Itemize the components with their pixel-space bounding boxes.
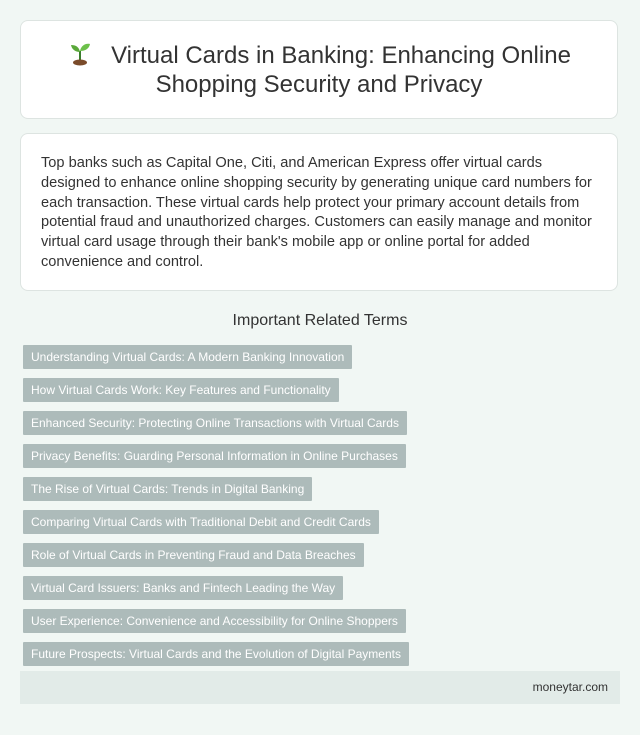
related-term[interactable]: Privacy Benefits: Guarding Personal Information in Online Purchases bbox=[23, 444, 406, 468]
footer bbox=[20, 671, 620, 704]
related-term[interactable]: The Rise of Virtual Cards: Trends in Digital Banking bbox=[23, 477, 312, 501]
title-card bbox=[20, 20, 618, 119]
footer-site-link[interactable]: moneytar.com bbox=[532, 680, 608, 694]
related-terms-list bbox=[23, 345, 623, 675]
related-terms-heading: Important Related Terms bbox=[232, 312, 408, 329]
related-term[interactable]: Future Prospects: Virtual Cards and the Evolution of Digital Payments bbox=[23, 642, 409, 666]
intro-paragraph: Top banks such as Capital One, Citi, and American Express offer virtual cards designed to enhance online shopping security by generating unique card numbers for each transaction. These virtual cards help protect your primary account details from potential fraud and unauthorized charges. Customers can easily manage and monitor virtual card usage through their bank's mobile app or online portal for added convenience and control. bbox=[41, 155, 592, 270]
related-term[interactable]: Comparing Virtual Cards with Traditional Debit and Credit Cards bbox=[23, 510, 379, 534]
related-term[interactable]: Role of Virtual Cards in Preventing Fraud and Data Breaches bbox=[23, 543, 364, 567]
page-title-wrap bbox=[59, 40, 579, 99]
sprout-icon bbox=[67, 40, 93, 66]
intro-card bbox=[20, 133, 618, 291]
related-term[interactable]: Enhanced Security: Protecting Online Transactions with Virtual Cards bbox=[23, 411, 407, 435]
related-term[interactable]: User Experience: Convenience and Accessibility for Online Shoppers bbox=[23, 609, 406, 633]
related-term[interactable]: Virtual Card Issuers: Banks and Fintech Leading the Way bbox=[23, 576, 343, 600]
related-term[interactable]: How Virtual Cards Work: Key Features and Functionality bbox=[23, 378, 339, 402]
related-term[interactable]: Understanding Virtual Cards: A Modern Banking Innovation bbox=[23, 345, 352, 369]
page-title: Virtual Cards in Banking: Enhancing Online Shopping Security and Privacy bbox=[111, 42, 571, 98]
